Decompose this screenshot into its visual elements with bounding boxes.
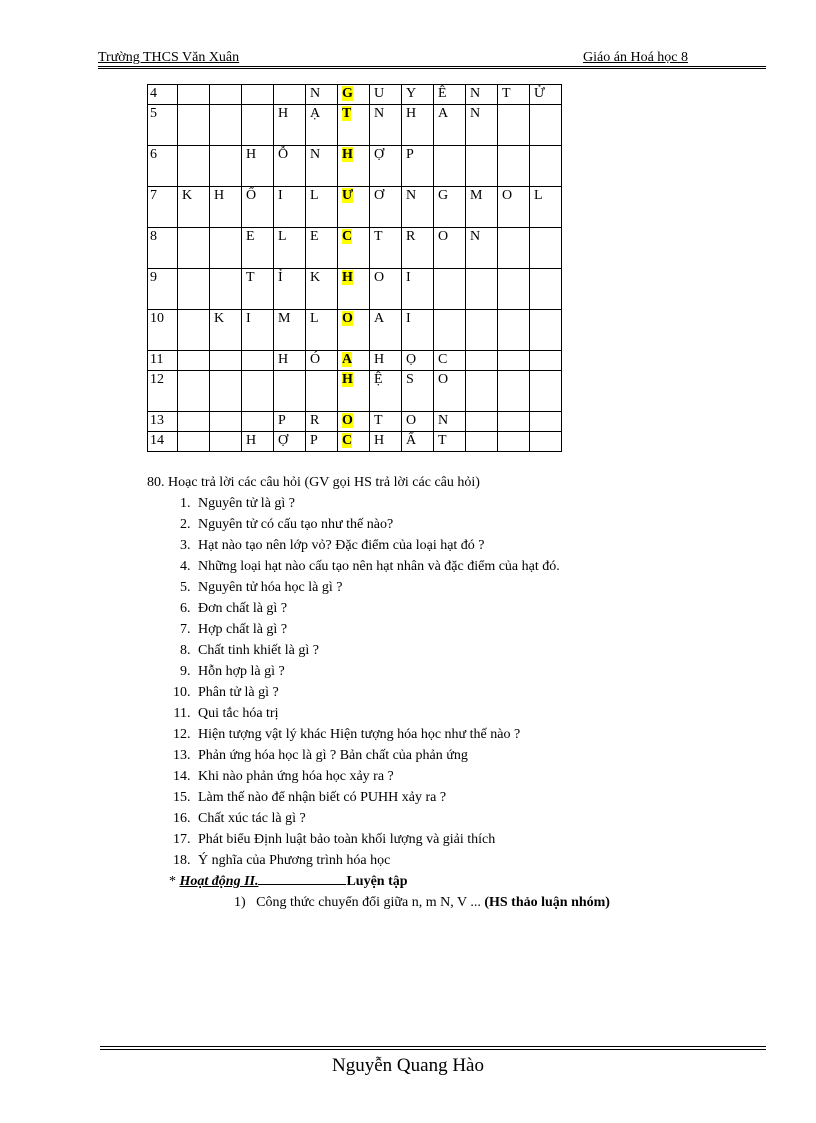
grid-cell — [178, 105, 210, 146]
grid-cell — [242, 85, 274, 105]
grid-cell: Ơ — [370, 187, 402, 228]
grid-cell — [210, 412, 242, 432]
grid-cell — [178, 228, 210, 269]
grid-cell: E — [306, 228, 338, 269]
grid-row — [148, 187, 562, 228]
question-item: 6. Đơn chất là gì ? — [194, 598, 767, 619]
grid-row — [148, 105, 562, 146]
row-number: 7 — [148, 187, 178, 228]
grid-cell: N — [466, 105, 498, 146]
header-rule — [98, 66, 766, 69]
sub-item-text: Công thức chuyển đổi giữa n, m N, V ... — [256, 895, 481, 910]
grid-cell — [466, 310, 498, 351]
activity-heading — [169, 871, 767, 892]
grid-cell: M — [274, 310, 306, 351]
grid-cell — [530, 432, 562, 452]
highlight-letter: C — [342, 229, 353, 244]
grid-cell — [274, 85, 306, 105]
grid-cell: H — [402, 105, 434, 146]
row-number: 10 — [148, 310, 178, 351]
grid-cell: K — [178, 187, 210, 228]
grid-cell — [242, 351, 274, 371]
grid-cell — [466, 412, 498, 432]
grid-cell: Ợ — [274, 432, 306, 452]
question-item: 9. Hỗn hợp là gì ? — [194, 661, 767, 682]
grid-cell: Ỉ — [274, 269, 306, 310]
grid-cell — [434, 269, 466, 310]
grid-cell — [466, 269, 498, 310]
highlight-letter: T — [342, 106, 352, 121]
grid-row — [148, 310, 562, 351]
grid-cell — [498, 269, 530, 310]
grid-cell — [530, 146, 562, 187]
grid-cell — [210, 371, 242, 412]
grid-cell — [530, 105, 562, 146]
grid-cell — [530, 269, 562, 310]
keyword-cell — [338, 146, 370, 187]
grid-cell: A — [434, 105, 466, 146]
grid-cell: G — [434, 187, 466, 228]
question-item: 17. Phát biểu Định luật bảo toàn khối lượng và giải thích — [194, 829, 767, 850]
grid-cell — [178, 269, 210, 310]
grid-cell — [210, 432, 242, 452]
grid-cell — [530, 351, 562, 371]
keyword-cell — [338, 85, 370, 105]
question-item: 1. Nguyên tử là gì ? — [194, 493, 767, 514]
question-item: 4. Những loại hạt nào cấu tạo nên hạt nhân và đặc điểm của hạt đó. — [194, 556, 767, 577]
activity-practice: Luyện tập — [346, 874, 408, 889]
grid-cell — [178, 351, 210, 371]
row-number: 6 — [148, 146, 178, 187]
grid-cell: H — [210, 187, 242, 228]
highlight-letter: H — [342, 147, 353, 162]
grid-cell: P — [274, 412, 306, 432]
grid-cell: L — [530, 187, 562, 228]
grid-row — [148, 85, 562, 105]
grid-cell: H — [370, 351, 402, 371]
grid-cell: K — [306, 269, 338, 310]
keyword-cell — [338, 432, 370, 452]
grid-cell: H — [274, 351, 306, 371]
grid-cell — [210, 105, 242, 146]
grid-cell: I — [274, 187, 306, 228]
grid-cell: N — [306, 85, 338, 105]
school-name: Trường THCS Văn Xuân — [98, 50, 240, 65]
question-item: 10. Phân tử là gì ? — [194, 682, 767, 703]
activity-title: Hoạt động II. — [179, 874, 259, 889]
grid-cell: Ệ — [370, 371, 402, 412]
grid-cell: A — [370, 310, 402, 351]
question-item: 15. Làm thế nào để nhận biết có PUHH xảy ra ? — [194, 787, 767, 808]
grid-cell — [178, 371, 210, 412]
grid-cell: L — [306, 187, 338, 228]
grid-cell: I — [242, 310, 274, 351]
highlight-letter: Ư — [342, 188, 354, 203]
highlight-letter: H — [342, 270, 353, 285]
grid-row — [148, 228, 562, 269]
grid-cell — [466, 351, 498, 371]
keyword-cell — [338, 105, 370, 146]
question-item: 8. Chất tinh khiết là gì ? — [194, 640, 767, 661]
grid-cell — [178, 85, 210, 105]
grid-cell: N — [466, 228, 498, 269]
grid-cell: Ấ — [402, 432, 434, 452]
grid-cell: H — [274, 105, 306, 146]
grid-cell: N — [402, 187, 434, 228]
grid-row — [148, 351, 562, 371]
highlight-letter: A — [342, 352, 353, 367]
row-number: 12 — [148, 371, 178, 412]
grid-cell: Ê — [434, 85, 466, 105]
grid-cell: H — [370, 432, 402, 452]
crossword-grid — [147, 84, 562, 452]
row-number: 4 — [148, 85, 178, 105]
row-number: 5 — [148, 105, 178, 146]
grid-cell: T — [498, 85, 530, 105]
keyword-cell — [338, 310, 370, 351]
grid-cell: S — [402, 371, 434, 412]
question-item: 14. Khi nào phản ứng hóa học xảy ra ? — [194, 766, 767, 787]
grid-cell: E — [242, 228, 274, 269]
row-number: 9 — [148, 269, 178, 310]
grid-cell — [178, 432, 210, 452]
question-item: 5. Nguyên tử hóa học là gì ? — [194, 577, 767, 598]
question-item: 2. Nguyên tử có cấu tạo như thế nào? — [194, 514, 767, 535]
sub-item-note: (HS thảo luận nhóm) — [484, 895, 610, 910]
subject-title: Giáo án Hoá học 8 — [583, 50, 688, 65]
grid-cell: Ợ — [370, 146, 402, 187]
grid-cell — [210, 85, 242, 105]
grid-cell — [242, 412, 274, 432]
keyword-cell — [338, 269, 370, 310]
grid-cell — [498, 412, 530, 432]
grid-cell: U — [370, 85, 402, 105]
grid-cell — [210, 228, 242, 269]
grid-cell: O — [370, 269, 402, 310]
grid-cell — [306, 371, 338, 412]
footer-rule — [100, 1046, 766, 1050]
grid-cell — [210, 351, 242, 371]
grid-cell — [498, 371, 530, 412]
highlight-letter: O — [342, 311, 353, 326]
grid-cell: O — [434, 371, 466, 412]
grid-cell — [498, 228, 530, 269]
grid-cell: L — [306, 310, 338, 351]
grid-cell: O — [402, 412, 434, 432]
grid-cell: T — [370, 228, 402, 269]
grid-cell: P — [402, 146, 434, 187]
highlight-letter: G — [342, 86, 353, 101]
question-item: 12. Hiện tượng vật lý khác Hiện tượng hóa học như thế nào ? — [194, 724, 767, 745]
question-list — [147, 493, 767, 871]
grid-cell — [530, 371, 562, 412]
grid-row — [148, 432, 562, 452]
grid-cell — [434, 310, 466, 351]
grid-cell: N — [370, 105, 402, 146]
grid-cell: R — [306, 412, 338, 432]
grid-cell — [274, 371, 306, 412]
grid-cell — [434, 146, 466, 187]
grid-cell — [498, 432, 530, 452]
grid-cell — [178, 310, 210, 351]
grid-cell — [178, 412, 210, 432]
grid-cell: M — [466, 187, 498, 228]
grid-cell: L — [274, 228, 306, 269]
highlight-letter: O — [342, 413, 353, 428]
grid-row — [148, 412, 562, 432]
grid-cell: O — [498, 187, 530, 228]
grid-cell — [530, 412, 562, 432]
grid-row — [148, 269, 562, 310]
question-item: 16. Chất xúc tác là gì ? — [194, 808, 767, 829]
sub-item-number: 1) — [234, 895, 246, 910]
grid-cell: H — [242, 146, 274, 187]
grid-cell: T — [370, 412, 402, 432]
highlight-letter: C — [342, 433, 353, 448]
grid-cell — [466, 432, 498, 452]
grid-cell: Ử — [530, 85, 562, 105]
keyword-cell — [338, 187, 370, 228]
grid-row — [148, 371, 562, 412]
grid-cell — [466, 146, 498, 187]
grid-cell: Ạ — [306, 105, 338, 146]
row-number: 8 — [148, 228, 178, 269]
keyword-cell — [338, 412, 370, 432]
grid-cell — [498, 351, 530, 371]
question-item: 18. Ý nghĩa của Phương trình hóa học — [194, 850, 767, 871]
question-item: 13. Phản ứng hóa học là gì ? Bản chất của phản ứng — [194, 745, 767, 766]
grid-cell: C — [434, 351, 466, 371]
row-number: 11 — [148, 351, 178, 371]
grid-cell — [466, 371, 498, 412]
sub-item — [234, 892, 767, 913]
grid-cell: Ố — [242, 187, 274, 228]
grid-cell: Ó — [306, 351, 338, 371]
grid-cell: T — [434, 432, 466, 452]
grid-cell — [210, 146, 242, 187]
grid-cell — [498, 105, 530, 146]
grid-cell: T — [242, 269, 274, 310]
grid-cell: P — [306, 432, 338, 452]
question-item: 3. Hạt nào tạo nên lớp vỏ? Đặc điểm của loại hạt đó ? — [194, 535, 767, 556]
activity-gap — [258, 872, 346, 885]
grid-cell: N — [466, 85, 498, 105]
grid-cell — [498, 146, 530, 187]
grid-cell: N — [434, 412, 466, 432]
row-number: 13 — [148, 412, 178, 432]
content — [147, 472, 767, 913]
grid-cell: H — [242, 432, 274, 452]
footer-author: Nguyễn Quang Hào — [332, 1055, 484, 1076]
grid-cell — [210, 269, 242, 310]
grid-cell — [242, 371, 274, 412]
grid-cell: Y — [402, 85, 434, 105]
grid-cell: O — [434, 228, 466, 269]
grid-cell — [498, 310, 530, 351]
grid-cell: N — [306, 146, 338, 187]
grid-cell: Ỗ — [274, 146, 306, 187]
grid-cell: I — [402, 269, 434, 310]
grid-cell: K — [210, 310, 242, 351]
activity-star: * — [169, 874, 176, 889]
grid-cell — [530, 228, 562, 269]
grid-cell: Ọ — [402, 351, 434, 371]
intro-line: 80. Hoạc trả lời các câu hỏi (GV gọi HS trả lời các câu hỏi) — [147, 475, 480, 490]
grid-cell — [178, 146, 210, 187]
grid-row — [148, 146, 562, 187]
keyword-cell — [338, 351, 370, 371]
keyword-cell — [338, 371, 370, 412]
question-item: 7. Hợp chất là gì ? — [194, 619, 767, 640]
grid-cell — [242, 105, 274, 146]
grid-cell: I — [402, 310, 434, 351]
grid-cell — [530, 310, 562, 351]
question-item: 11. Qui tắc hóa trị — [194, 703, 767, 724]
grid-cell: R — [402, 228, 434, 269]
keyword-cell — [338, 228, 370, 269]
row-number: 14 — [148, 432, 178, 452]
highlight-letter: H — [342, 372, 353, 387]
